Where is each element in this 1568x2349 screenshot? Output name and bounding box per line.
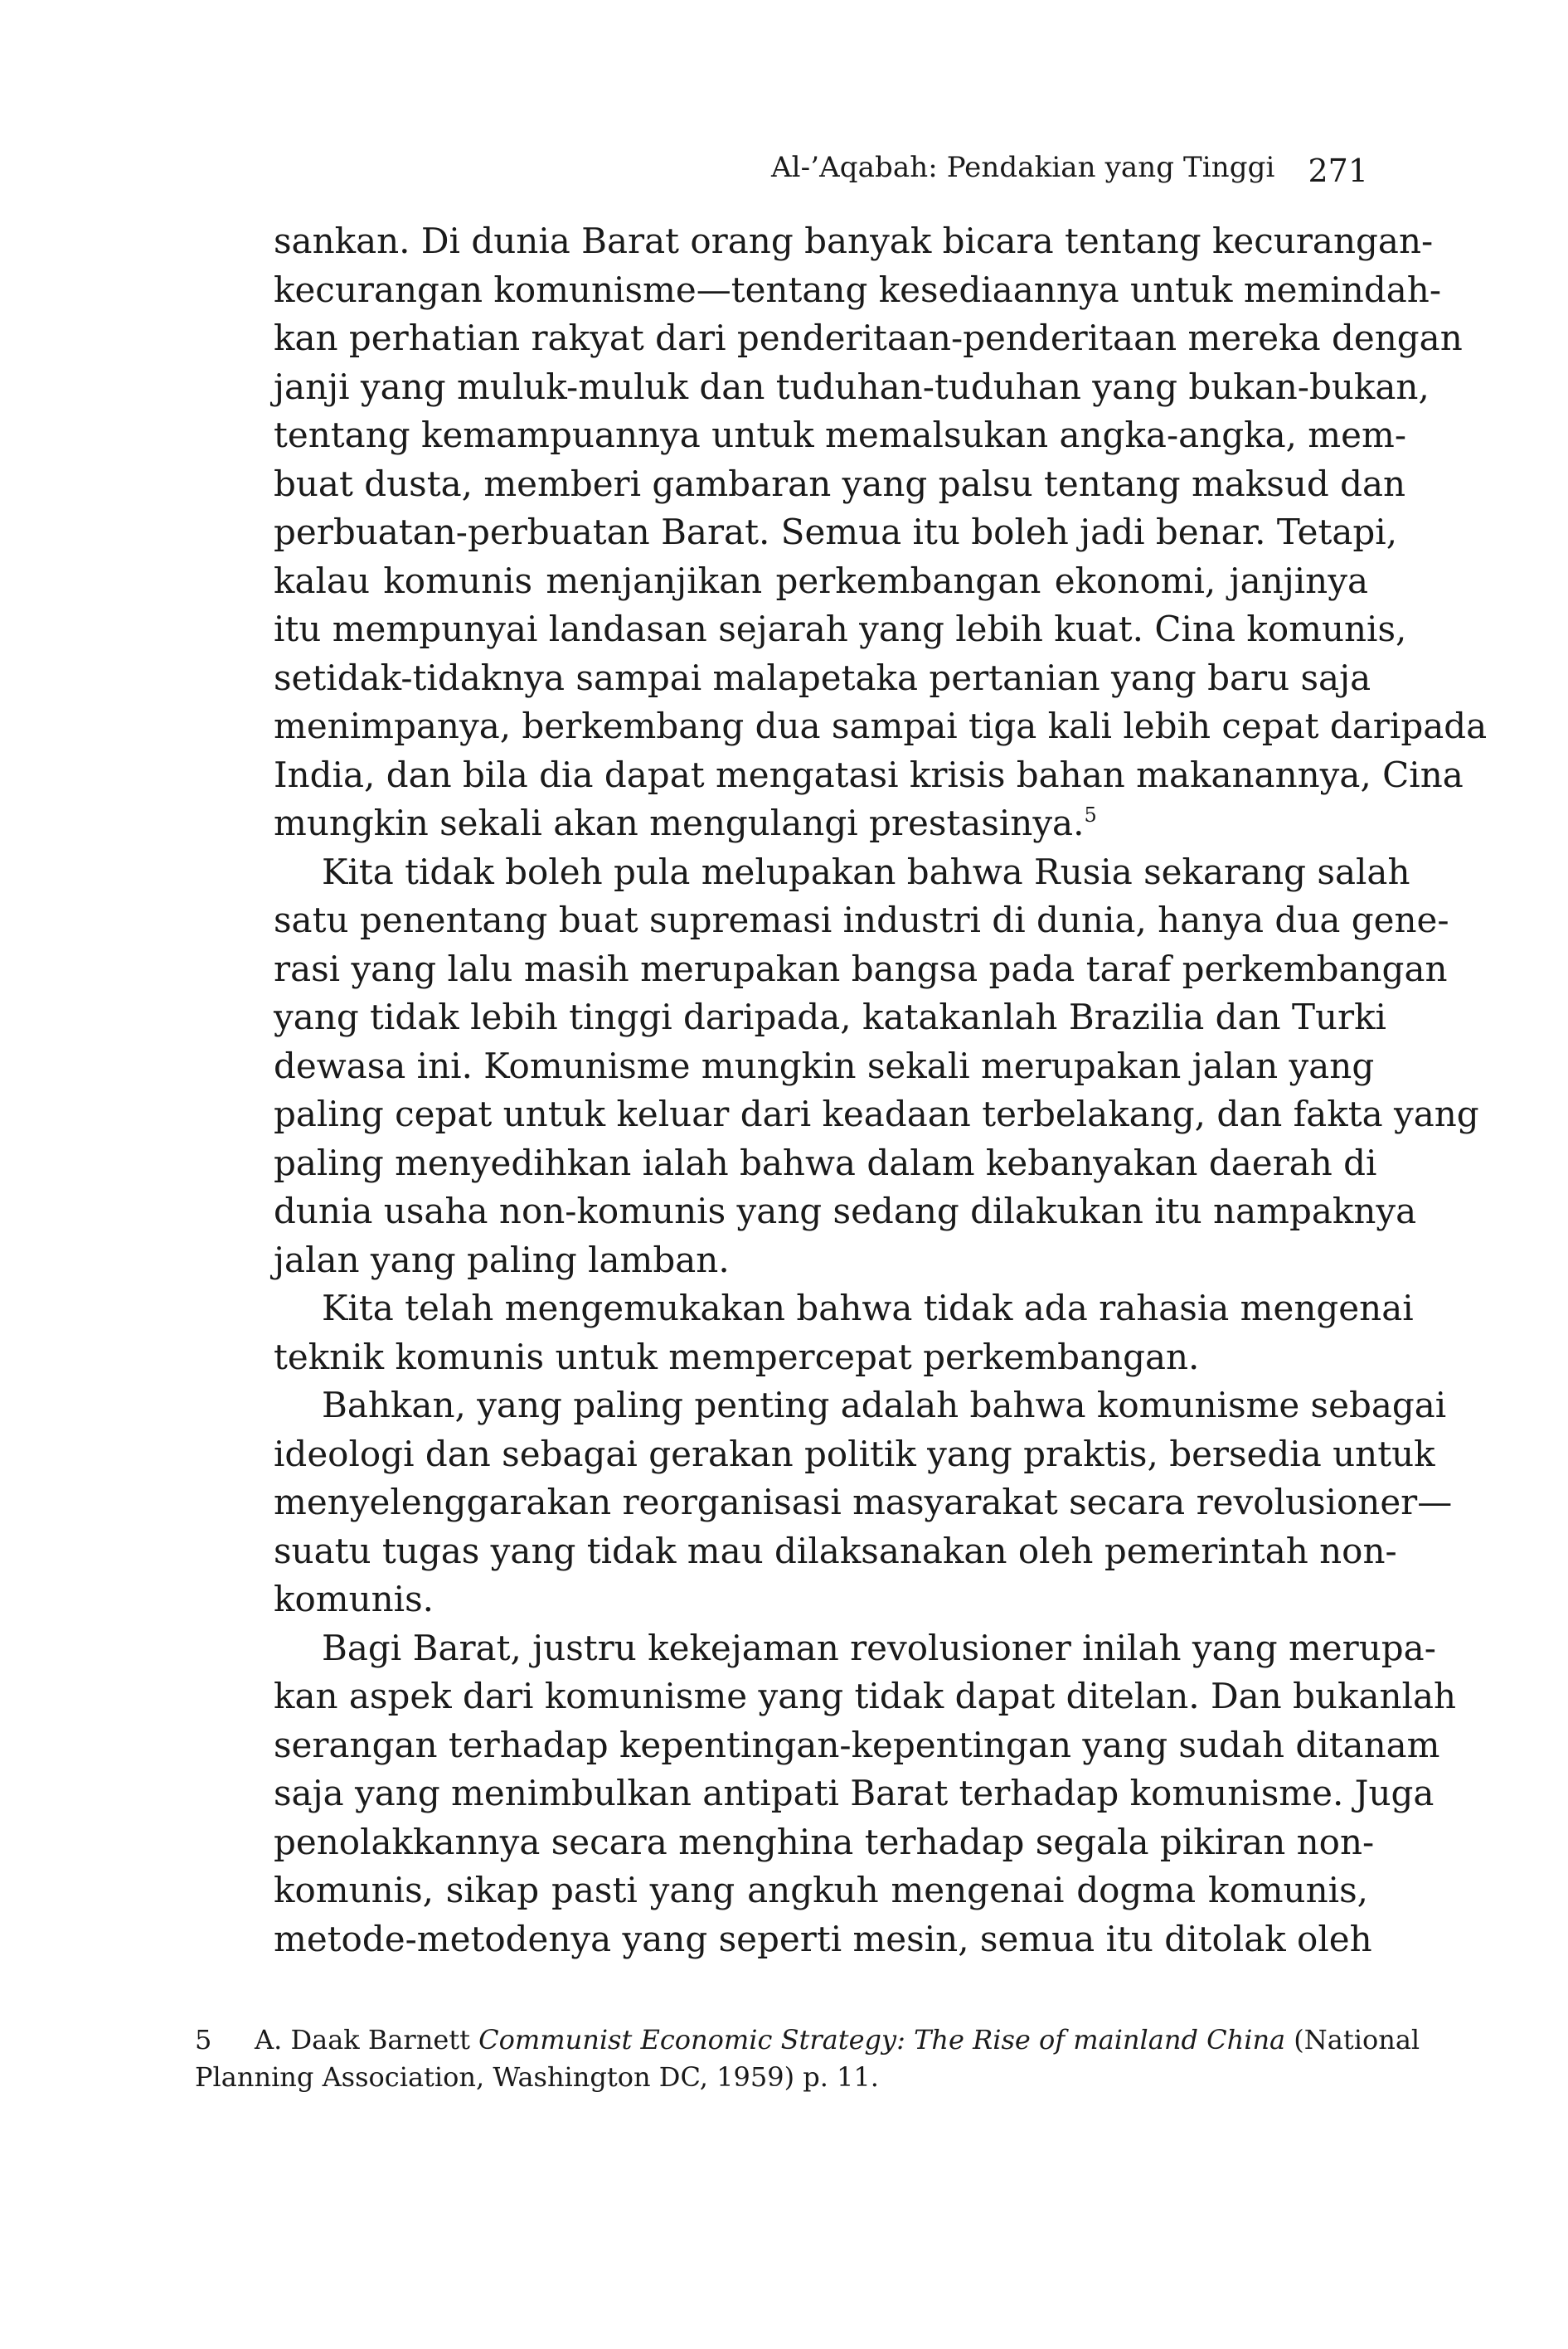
text-line: tentang kemampuannya untuk memalsukan angka-angka, mem-	[274, 415, 1407, 455]
text-line: paling menyedihkan ialah bahwa dalam kebanyakan daerah di	[274, 1142, 1377, 1183]
text-line: Kita telah mengemukakan bahwa tidak ada rahasia mengenai	[322, 1288, 1414, 1328]
body-text	[274, 217, 1488, 1963]
text-line: penolakkannya secara menghina terhadap segala pikiran non-	[274, 1821, 1375, 1862]
footnote-line: Planning Association, Washington DC, 1959) p. 11.	[195, 2061, 879, 2093]
text-line: perbuatan-perbuatan Barat. Semua itu boleh jadi benar. Tetapi,	[274, 512, 1398, 552]
text-line: janji yang muluk-muluk dan tuduhan-tuduhan yang bukan-bukan,	[274, 366, 1430, 407]
text-line: Bagi Barat, justru kekejaman revolusioner inilah yang merupa-	[322, 1627, 1436, 1668]
text-line: saja yang menimbulkan antipati Barat terhadap komunisme. Juga	[274, 1773, 1435, 1813]
text-line: dewasa ini. Komunisme mungkin sekali merupakan jalan yang	[274, 1045, 1375, 1086]
footnote	[195, 2021, 1420, 2096]
text-line: jalan yang paling lamban.	[274, 1239, 730, 1280]
footnote-line	[195, 2021, 1420, 2059]
text-line: komunis, sikap pasti yang angkuh mengenai dogma komunis,	[274, 1870, 1368, 1910]
text-line: metode-metodenya yang seperti mesin, semua itu ditolak oleh	[274, 1918, 1372, 1959]
text-line: teknik komunis untuk mempercepat perkembangan.	[274, 1336, 1200, 1377]
text-line: sankan. Di dunia Barat orang banyak bicara tentang kecurangan-	[274, 221, 1434, 261]
page-number: 271	[1308, 153, 1368, 189]
text-line: mungkin sekali akan mengulangi prestasinya.$^5$	[274, 803, 1097, 843]
text-line: ideologi dan sebagai gerakan politik yang praktis, bersedia untuk	[274, 1433, 1435, 1474]
text-line: kecurangan komunisme—tentang kesediaannya untuk memindah-	[274, 269, 1442, 310]
text-line: Bahkan, yang paling penting adalah bahwa komunisme sebagai	[322, 1385, 1447, 1425]
paragraph	[274, 1624, 1457, 1964]
running-head	[274, 148, 1368, 189]
text-line: rasi yang lalu masih merupakan bangsa pada taraf perkembangan	[274, 948, 1448, 989]
footnote-publisher-open: (National	[1294, 2024, 1420, 2055]
paragraph	[274, 848, 1479, 1285]
text-line: itu mempunyai landasan sejarah yang lebih kuat. Cina komunis,	[274, 609, 1407, 649]
footnote-number: 5	[195, 2024, 212, 2055]
text-line: satu penentang buat supremasi industri di dunia, hanya dua gene-	[274, 900, 1449, 940]
text-line: serangan terhadap kepentingan-kepentingan yang sudah ditanam	[274, 1724, 1440, 1765]
text-line: buat dusta, memberi gambaran yang palsu tentang maksud dan	[274, 463, 1406, 504]
text-line: kalau komunis menjanjikan perkembangan ekonomi, janjinya	[274, 560, 1368, 601]
footnote-book-title: Communist Economic Strategy: The Rise of mainland China	[478, 2024, 1286, 2055]
text-line: yang tidak lebih tinggi daripada, katakanlah Brazilia dan Turki	[274, 997, 1386, 1037]
text-line: kan perhatian rakyat dari penderitaan-penderitaan mereka dengan	[274, 318, 1463, 358]
text-line: dunia usaha non-komunis yang sedang dilakukan itu nampaknya	[274, 1191, 1417, 1231]
chapter-title: Al-’Aqabah: Pendakian yang Tinggi	[771, 151, 1275, 184]
text-line: suatu tugas yang tidak mau dilaksanakan oleh pemerintah non-	[274, 1530, 1397, 1571]
text-line: kan aspek dari komunisme yang tidak dapat ditelan. Dan bukanlah	[274, 1676, 1457, 1716]
text-line: paling cepat untuk keluar dari keadaan terbelakang, dan fakta yang	[274, 1094, 1479, 1134]
footnote-author: A. Daak Barnett	[255, 2024, 470, 2055]
paragraph	[274, 1284, 1414, 1381]
footnote-reference[interactable]: 5	[1084, 803, 1097, 827]
text-line: setidak-tidaknya sampai malapetaka pertanian yang baru saja	[274, 657, 1371, 698]
text-line: India, dan bila dia dapat mengatasi krisis bahan makanannya, Cina	[274, 754, 1464, 795]
text-line: Kita tidak boleh pula melupakan bahwa Rusia sekarang salah	[322, 851, 1410, 892]
paragraph	[274, 1381, 1453, 1624]
text-line: menimpanya, berkembang dua sampai tiga kali lebih cepat daripada	[274, 706, 1488, 746]
paragraph	[274, 217, 1488, 848]
text-line: komunis.	[274, 1579, 434, 1619]
text-line: menyelenggarakan reorganisasi masyarakat secara revolusioner—	[274, 1482, 1453, 1522]
